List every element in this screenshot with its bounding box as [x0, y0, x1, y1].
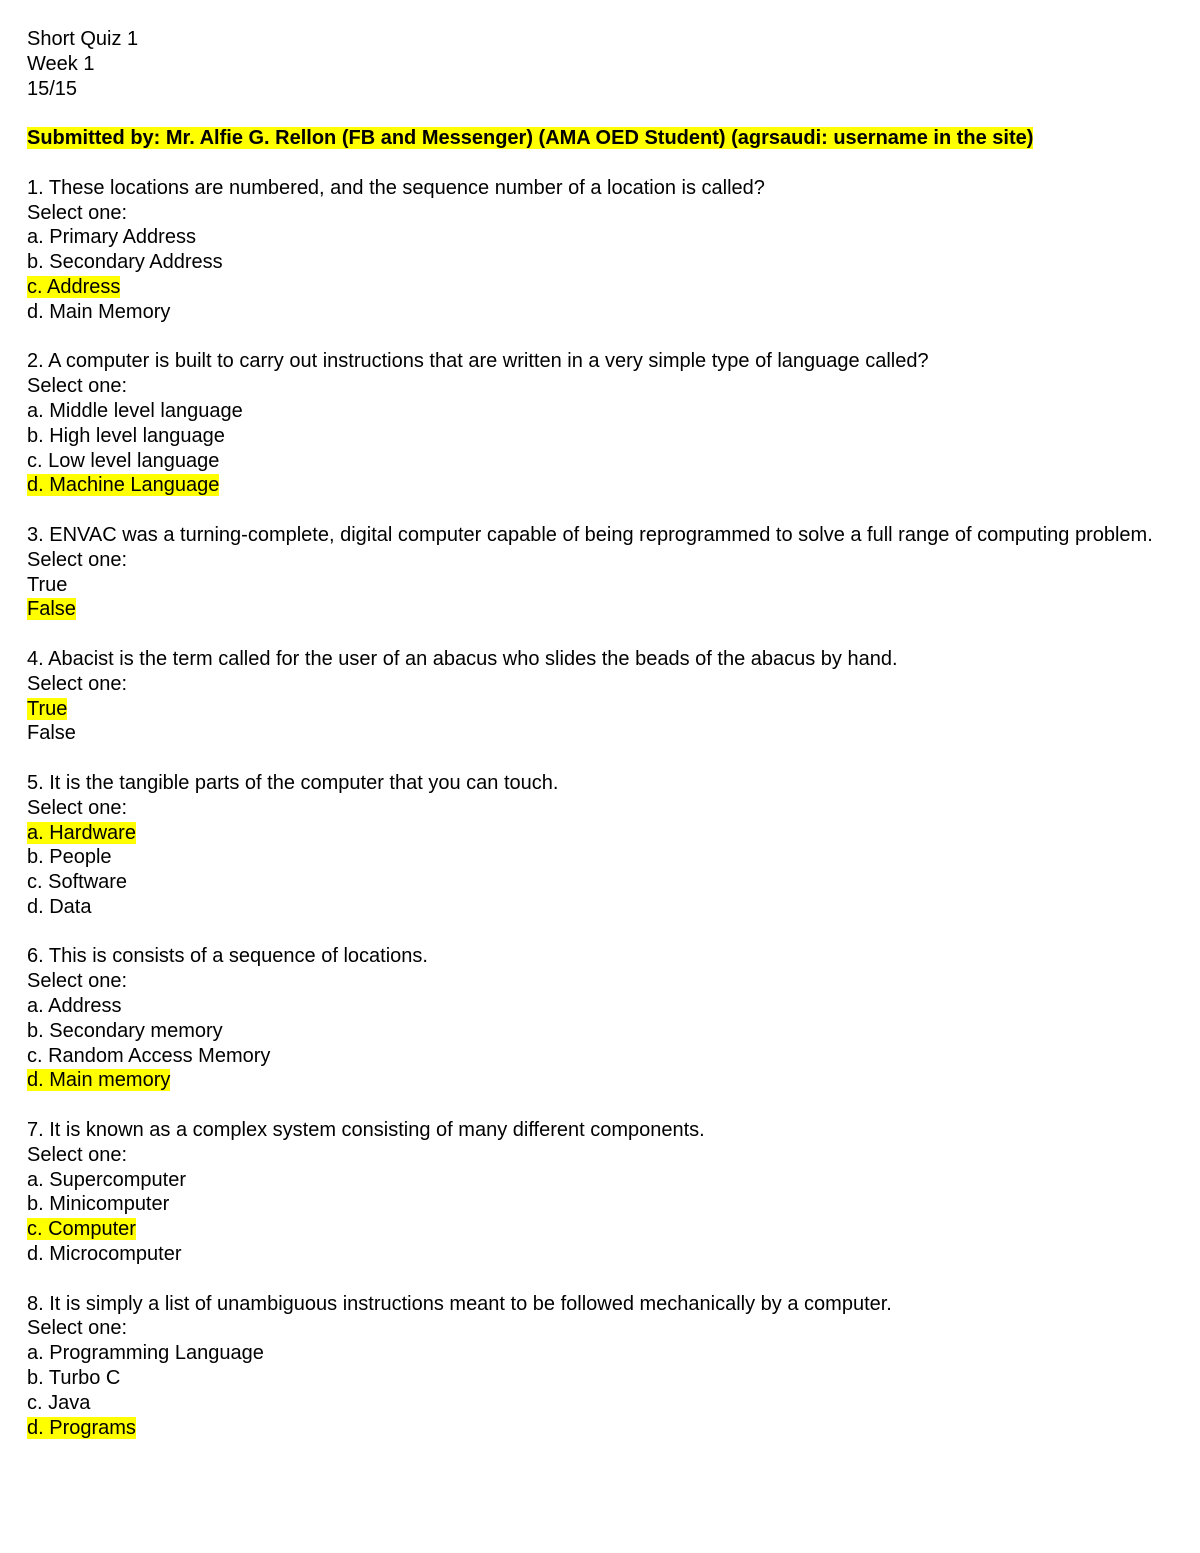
answer-option-correct	[27, 697, 1177, 722]
question-block	[27, 647, 1177, 746]
select-one-label: Select one:	[27, 970, 128, 993]
spacer	[27, 151, 1177, 176]
answer-option-text: False	[27, 598, 76, 621]
question-block	[27, 944, 1177, 1093]
answer-option-text: c. Low level language	[27, 449, 220, 472]
answer-option	[27, 424, 1177, 449]
quiz-title: Short Quiz 1	[27, 28, 139, 50]
answer-option	[27, 1341, 1177, 1366]
answer-option	[27, 1168, 1177, 1193]
question-text: 5. It is the tangible parts of the computer that you can touch.	[27, 771, 559, 794]
question-text: 7. It is known as a complex system consisting of many different components.	[27, 1119, 705, 1142]
answer-option	[27, 1366, 1177, 1391]
select-one-label: Select one:	[27, 1143, 128, 1166]
answer-option-text: a. Hardware	[27, 821, 136, 844]
answer-option-correct	[27, 821, 1177, 846]
question-text: 3. ENVAC was a turning-complete, digital computer capable of being reprogrammed to solve a full range of computing problem.	[27, 523, 1153, 546]
select-one-label: Select one:	[27, 375, 128, 398]
answer-option-text: c. Java	[27, 1391, 91, 1414]
select-one-label: Select one:	[27, 548, 128, 571]
answer-option	[27, 573, 1177, 598]
answer-option-text: b. People	[27, 846, 112, 869]
answer-option-text: b. Secondary memory	[27, 1019, 223, 1042]
answer-option-text: d. Programs	[27, 1416, 136, 1439]
answer-option-correct	[27, 597, 1177, 622]
submitted-by-line	[27, 126, 1177, 151]
answer-option	[27, 399, 1177, 424]
answer-option-text: c. Address	[27, 275, 121, 298]
answer-option-correct	[27, 275, 1177, 300]
answer-option-text: c. Random Access Memory	[27, 1044, 271, 1067]
answer-option	[27, 225, 1177, 250]
select-one-label: Select one:	[27, 201, 128, 224]
question-text: 6. This is consists of a sequence of locations.	[27, 945, 428, 968]
question-text: 2. A computer is built to carry out instructions that are written in a very simple type of language called?	[27, 350, 929, 373]
answer-option-correct	[27, 473, 1177, 498]
answer-option-text: b. High level language	[27, 424, 225, 447]
question-list	[27, 176, 1177, 1441]
answer-option	[27, 300, 1177, 325]
answer-option	[27, 845, 1177, 870]
answer-option-text: d. Machine Language	[27, 474, 220, 497]
answer-option-text: a. Middle level language	[27, 399, 243, 422]
select-one-label: Select one:	[27, 1317, 128, 1340]
answer-option-text: d. Main memory	[27, 1069, 171, 1092]
answer-option	[27, 1391, 1177, 1416]
answer-option-text: d. Microcomputer	[27, 1243, 182, 1266]
answer-option-text: a. Primary Address	[27, 226, 196, 249]
answer-option-text: True	[27, 573, 68, 596]
answer-option	[27, 250, 1177, 275]
document-page	[27, 27, 1177, 1465]
answer-option-correct	[27, 1068, 1177, 1093]
answer-option	[27, 1192, 1177, 1217]
question-text: 8. It is simply a list of unambiguous instructions meant to be followed mechanically by a computer.	[27, 1292, 892, 1315]
answer-option	[27, 870, 1177, 895]
answer-option-text: d. Data	[27, 895, 92, 918]
answer-option-correct	[27, 1416, 1177, 1441]
answer-option-text: a. Programming Language	[27, 1342, 264, 1365]
answer-option-text: b. Turbo C	[27, 1367, 121, 1390]
question-text: 1. These locations are numbered, and the sequence number of a location is called?	[27, 176, 765, 199]
answer-option	[27, 1044, 1177, 1069]
select-one-label: Select one:	[27, 796, 128, 819]
answer-option-text: b. Secondary Address	[27, 251, 223, 274]
question-block	[27, 771, 1177, 920]
answer-option-text: True	[27, 697, 68, 720]
answer-option-text: d. Main Memory	[27, 300, 171, 323]
answer-option-text: b. Minicomputer	[27, 1193, 170, 1216]
spacer	[27, 101, 1177, 126]
quiz-score: 15/15	[27, 77, 78, 100]
answer-option-text: c. Computer	[27, 1218, 136, 1241]
question-block	[27, 1118, 1177, 1267]
answer-option	[27, 1242, 1177, 1267]
answer-option	[27, 895, 1177, 920]
answer-option	[27, 1019, 1177, 1044]
question-block	[27, 349, 1177, 498]
week-label: Week 1	[27, 52, 95, 75]
answer-option-text: a. Supercomputer	[27, 1168, 186, 1191]
question-block	[27, 176, 1177, 325]
question-block	[27, 1292, 1177, 1441]
answer-option-text: False	[27, 722, 76, 745]
answer-option-correct	[27, 1217, 1177, 1242]
select-one-label: Select one:	[27, 672, 128, 695]
question-text: 4. Abacist is the term called for the user of an abacus who slides the beads of the abacus by hand.	[27, 647, 898, 670]
answer-option-text: a. Address	[27, 995, 122, 1018]
answer-option-text: c. Software	[27, 871, 128, 894]
submitted-by-text: Submitted by: Mr. Alfie G. Rellon (FB and Messenger) (AMA OED Student) (agrsaudi: username in the site)	[27, 127, 1034, 150]
answer-option	[27, 721, 1177, 746]
answer-option	[27, 449, 1177, 474]
question-block	[27, 523, 1177, 622]
answer-option	[27, 994, 1177, 1019]
